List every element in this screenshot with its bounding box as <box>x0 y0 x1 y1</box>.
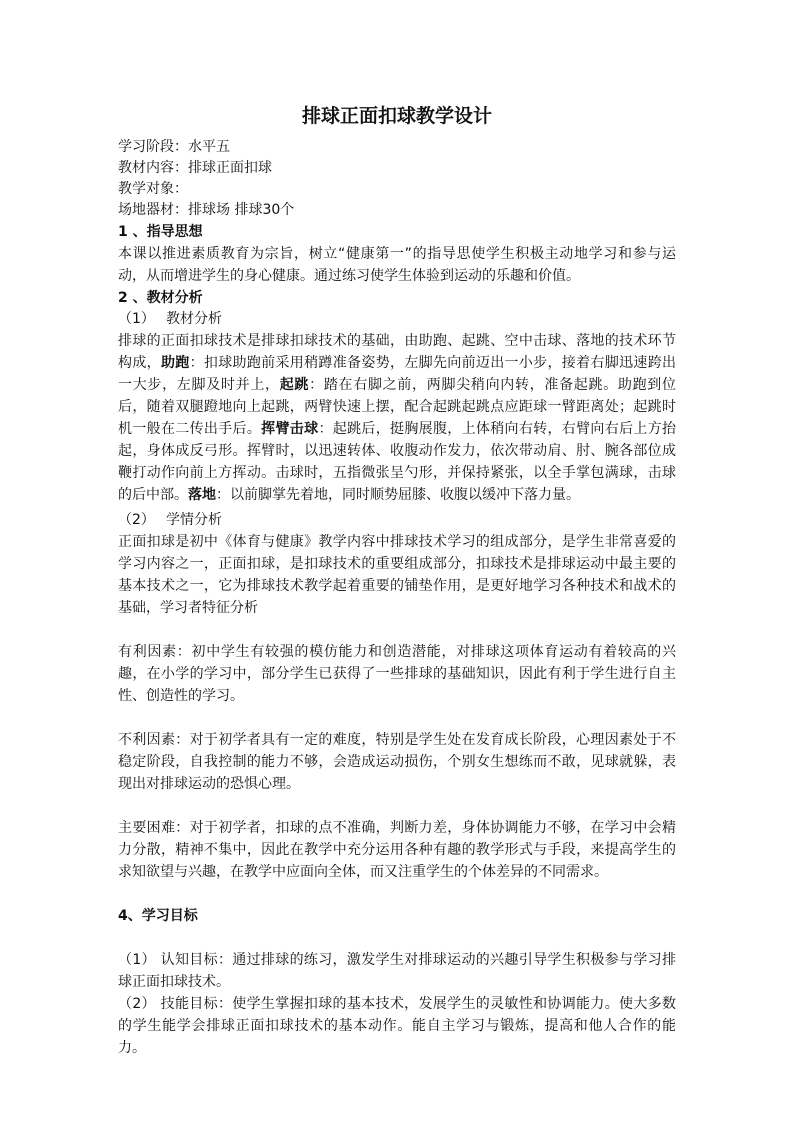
material-analysis-paragraph <box>118 330 676 506</box>
section-2-heading: 2 、教材分析 <box>118 290 203 306</box>
subsection-label: 学情分析 <box>166 512 222 528</box>
goal-cognitive: （1） 认知目标：通过排球的练习，激发学生对排球运动的兴趣引导学生积极参与学习排球正面扣球技术。 <box>118 952 676 990</box>
subsection-learner-analysis <box>118 510 676 531</box>
favorable-factors-paragraph: 有利因素：初中学生有较强的模仿能力和创造潜能，对排球这项体育运动有着较高的兴趣，在小学的学习中，部分学生已获得了一些排球的基础知识，因此有利于学生进行自主性、创造性的学习。 <box>118 644 676 704</box>
text-run: ：以前脚掌先着地，同时顺势屈膝、收腹以缓冲下落力量。 <box>216 487 580 503</box>
text-run: ：起跳后，挺胸展腹，上体稍向右转，右臂向右后上方抬起，身体成反弓形。挥臂时，以迅速转体、收腹动作发力，依次带动肩、肘、腕各部位成鞭打动作向前上方挥动。击球时，五指微张呈勺形，并保持紧张，以全手掌包满球，击球的后中部。 <box>118 421 677 503</box>
text-run: 排球的正面扣球技术是排球扣球技术的基础，由助跑、起跳、空中击球、落地的技术环节构成， <box>118 333 676 371</box>
learner-analysis-paragraph: 正面扣球是初中《体育与健康》教学内容中排球技术学习的组成部分，是学生非常喜爱的学习内容之一，正面扣球，是扣球技术的重要组成部分，扣球技术是排球运动中最主要的基本技术之一，它为排球技术教学起着重要的铺垫作用，是更好地学习各种技术和战术的基础，学习者特征分析 <box>118 534 676 616</box>
main-difficulties-paragraph: 主要困难：对于初学者，扣球的点不准确，判断力差，身体协调能力不够，在学习中会精力分散，精神不集中，因此在教学中充分运用各种有趣的教学形式与手段，来提高学生的求知欲望与兴趣，在教学中应面向全体，而又注重学生的个体差异的不同需求。 <box>118 820 676 880</box>
term-arm-swing: 挥臂击球 <box>261 421 319 437</box>
meta-content: 教材内容：排球正面扣球 <box>118 160 272 176</box>
subsection-material-analysis <box>118 309 676 330</box>
term-landing: 落地 <box>188 487 216 503</box>
text-run: ：踏在右脚之前，两脚尖稍向内转，准备起跳。助跑到位后，随着双腿蹬地向上起跳，两臂快速上摆，配合起跳起跳点应距球一臂距离处；起跳时机一般在二传出手后。 <box>118 377 677 437</box>
meta-stage: 学习阶段：水平五 <box>118 139 230 155</box>
term-approach: 助跑 <box>160 355 190 371</box>
section-1-heading: 1 、指导思想 <box>118 224 203 240</box>
subsection-number: （1） <box>118 311 155 327</box>
goal-skill: （2） 技能目标：使学生掌握扣球的基本技术，发展学生的灵敏性和协调能力。使大多数的学生能学会排球正面扣球技术的基本动作。能自主学习与锻炼，提高和他人合作的能力。 <box>118 996 676 1056</box>
text-run: ：扣球助跑前采用稍蹲准备姿势，左脚先向前迈出一小步，接着右脚迅速跨出一大步，左脚及时并上， <box>118 355 677 393</box>
subsection-number: （2） <box>118 512 155 528</box>
meta-target: 教学对象： <box>118 181 188 197</box>
subsection-label: 教材分析 <box>166 311 222 327</box>
meta-equipment: 场地器材：排球场 排球30个 <box>118 202 295 218</box>
document-title: 排球正面扣球教学设计 <box>301 105 492 127</box>
section-4-heading: 4、学习目标 <box>118 908 198 924</box>
section-1-text: 本课以推进素质教育为宗旨，树立“健康第一”的指导思使学生积极主动地学习和参与运动，从而增进学生的身心健康。通过练习使学生体验到运动的乐趣和价值。 <box>118 246 676 284</box>
term-takeoff: 起跳 <box>279 377 310 393</box>
unfavorable-factors-paragraph: 不利因素：对于初学者具有一定的难度，特别是学生处在发育成长阶段，心理因素处于不稳定阶段，自我控制的能力不够，会造成运动损伤，个别女生想练而不敢，见球就躲，表现出对排球运动的恐惧心理。 <box>118 732 676 792</box>
